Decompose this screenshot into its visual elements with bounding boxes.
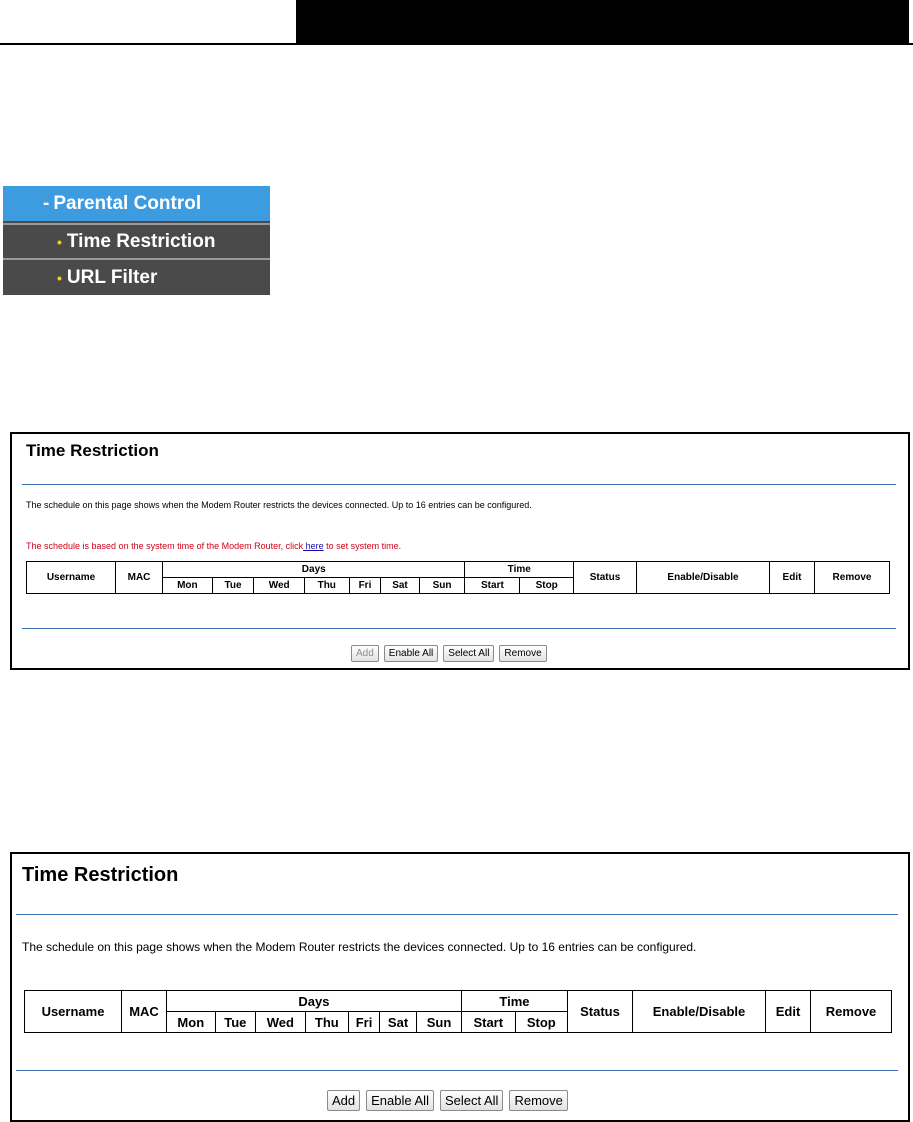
col-day-tue: Tue (212, 578, 254, 594)
add-button[interactable]: Add (327, 1090, 360, 1111)
col-username: Username (25, 991, 122, 1033)
select-all-button[interactable]: Select All (440, 1090, 503, 1111)
col-status: Status (568, 991, 633, 1033)
enable-all-button[interactable]: Enable All (366, 1090, 434, 1111)
col-day-fri: Fri (349, 578, 381, 594)
col-status: Status (574, 562, 637, 594)
col-day-sun: Sun (419, 578, 465, 594)
divider (22, 484, 896, 485)
col-days: Days (163, 562, 465, 578)
col-day-tue: Tue (215, 1012, 256, 1033)
col-stop: Stop (515, 1012, 567, 1033)
add-button[interactable]: Add (351, 645, 379, 662)
col-time: Time (465, 562, 574, 578)
page-title: Time Restriction (26, 441, 159, 460)
note-text: The schedule is based on the system time of the Modem Router, click (26, 541, 304, 551)
system-time-note (26, 541, 401, 551)
here-link[interactable]: here (303, 541, 324, 551)
col-day-wed: Wed (256, 1012, 305, 1033)
col-edit: Edit (770, 562, 815, 594)
col-day-thu: Thu (304, 578, 349, 594)
remove-button[interactable]: Remove (509, 1090, 567, 1111)
col-day-fri: Fri (349, 1012, 380, 1033)
note-text-end: to set system time. (323, 541, 402, 551)
col-day-mon: Mon (163, 578, 213, 594)
menu-item-time-restriction[interactable] (3, 223, 270, 258)
col-remove: Remove (815, 562, 890, 594)
divider (16, 914, 898, 915)
enable-all-button[interactable]: Enable All (384, 645, 438, 662)
menu-item-label: Parental Control (53, 192, 202, 214)
select-all-button[interactable]: Select All (443, 645, 494, 662)
header-rule (0, 43, 913, 45)
col-day-mon: Mon (167, 1012, 216, 1033)
remove-button[interactable]: Remove (499, 645, 546, 662)
col-enable-disable: Enable/Disable (637, 562, 770, 594)
col-stop: Stop (520, 578, 574, 594)
divider (16, 1070, 898, 1071)
col-mac: MAC (122, 991, 167, 1033)
button-bar (351, 645, 547, 662)
schedule-table (24, 990, 892, 1033)
menu-item-label: Time Restriction (66, 230, 216, 252)
col-start: Start (465, 578, 520, 594)
col-day-sat: Sat (381, 578, 419, 594)
col-start: Start (461, 1012, 515, 1033)
col-remove: Remove (811, 991, 892, 1033)
col-day-sat: Sat (379, 1012, 416, 1033)
bullet-icon: • (57, 233, 62, 250)
col-enable-disable: Enable/Disable (633, 991, 766, 1033)
description-text: The schedule on this page shows when the Modem Router restricts the devices connected. Up to 16 entries can be configured. (26, 500, 532, 510)
button-bar (327, 1090, 568, 1111)
description-text: The schedule on this page shows when the Modem Router restricts the devices connected. Up to 16 entries can be configured. (22, 940, 697, 954)
col-day-wed: Wed (254, 578, 305, 594)
col-mac: MAC (116, 562, 163, 594)
menu-item-label: URL Filter (66, 266, 158, 288)
time-restriction-panel (10, 852, 910, 1122)
col-time: Time (461, 991, 567, 1012)
col-username: Username (27, 562, 116, 594)
divider (22, 628, 896, 629)
bullet-icon: • (57, 269, 62, 286)
page-title: Time Restriction (22, 864, 179, 886)
menu-item-parental-control[interactable] (3, 186, 270, 221)
col-day-sun: Sun (417, 1012, 462, 1033)
header-black-bar (296, 0, 909, 43)
schedule-table (26, 561, 890, 594)
col-edit: Edit (766, 991, 811, 1033)
col-day-thu: Thu (305, 1012, 349, 1033)
menu-item-url-filter[interactable] (3, 258, 270, 295)
time-restriction-panel-with-note (10, 432, 910, 670)
collapse-icon: - (43, 192, 50, 214)
sidebar-menu (3, 186, 270, 295)
col-days: Days (167, 991, 462, 1012)
